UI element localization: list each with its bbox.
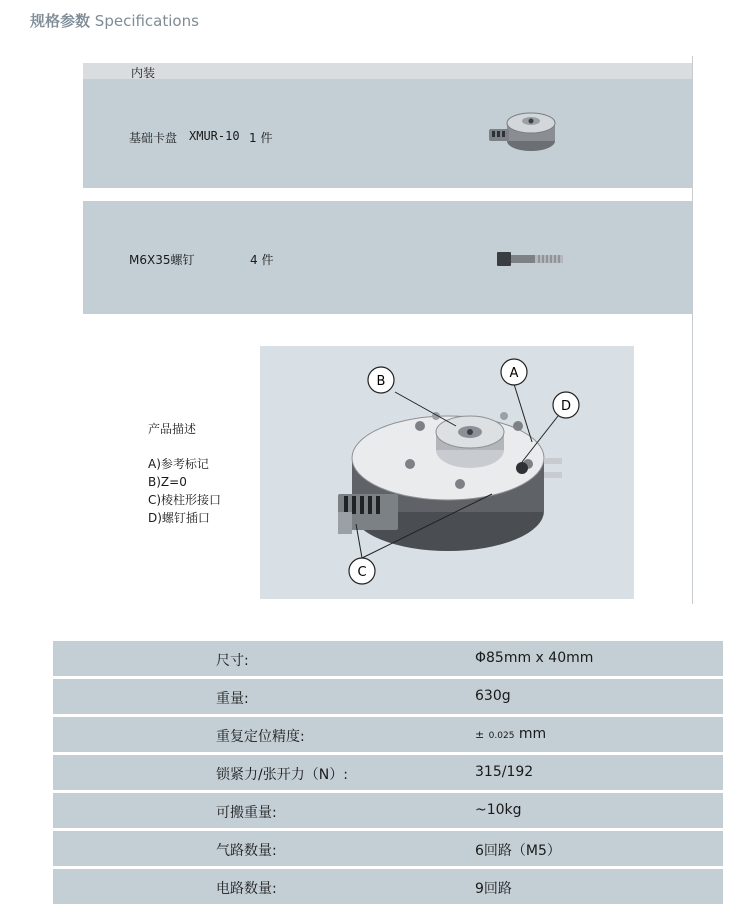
spec-value-suffix: mm	[518, 726, 547, 742]
contents-section-2	[83, 201, 692, 314]
socket-screw-image	[495, 251, 565, 267]
spec-label: 可搬重量:	[216, 805, 277, 821]
description-item-a: A)参考标记	[148, 457, 209, 471]
item1-qty: 1 件	[249, 131, 273, 145]
spec-value: 315/192	[475, 764, 534, 780]
spec-row	[53, 869, 723, 904]
description-item-b: B)Z=0	[148, 475, 187, 489]
description-title: 产品描述	[148, 422, 197, 436]
description-item-c: C)棱柱形接口	[148, 493, 222, 507]
spec-value: 630g	[475, 688, 511, 704]
spec-row	[53, 793, 723, 828]
header-title-en: Specifications	[94, 12, 199, 30]
description-item-d: D)螺钉插口	[148, 511, 210, 525]
spec-value: Φ85mm x 40mm	[475, 650, 594, 666]
spec-row	[53, 831, 723, 866]
spec-label: 重量:	[216, 691, 249, 707]
spec-value-small: 0.025	[488, 731, 515, 741]
spec-value: 6回路（M5）	[475, 843, 561, 859]
spec-label: 重复定位精度:	[216, 729, 305, 745]
tool-changer-illustration	[260, 346, 634, 599]
spec-row	[53, 641, 723, 676]
chuck-module-image	[483, 101, 563, 159]
item1-model: XMUR-10	[189, 129, 240, 143]
item2-name: M6X35螺钉	[129, 253, 195, 267]
spec-row	[53, 679, 723, 714]
contents-label: 内装	[131, 66, 156, 80]
product-photo	[260, 346, 634, 599]
product-description	[148, 420, 221, 527]
callout-c: C	[357, 565, 367, 580]
spec-value	[475, 726, 546, 742]
spec-row	[53, 717, 723, 752]
item2-qty: 4 件	[250, 253, 274, 267]
spec-label: 气路数量:	[216, 843, 277, 859]
header-title-cn: 规格参数	[30, 12, 91, 30]
page-header	[30, 10, 199, 31]
callout-b: B	[376, 374, 386, 389]
callout-a: A	[509, 366, 519, 381]
spec-value: 9回路	[475, 881, 512, 897]
callout-d: D	[560, 399, 572, 414]
spec-table	[53, 641, 723, 907]
spec-label: 尺寸:	[216, 653, 249, 669]
spec-label: 锁紧力/张开力（N）:	[216, 767, 348, 783]
spec-row	[53, 755, 723, 790]
spec-label: 电路数量:	[216, 881, 277, 897]
spec-value-prefix: ±	[475, 728, 485, 741]
contents-label-bar	[83, 63, 692, 79]
item1-name: 基础卡盘	[129, 131, 178, 145]
contents-section-1	[83, 63, 692, 188]
spec-value: ~10kg	[475, 802, 522, 818]
